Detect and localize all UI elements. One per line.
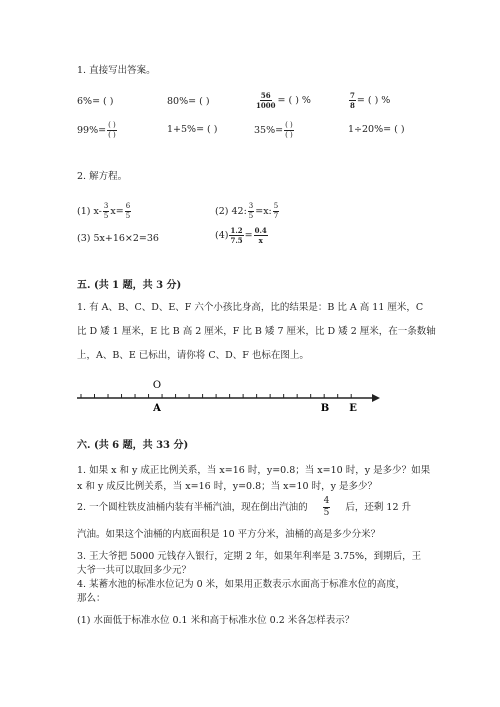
section-6-heading: 六. (共 6 题，共 33 分) [77, 440, 189, 451]
q1-item-7: 35%= $\frac{( )}{( )}$ [254, 121, 293, 139]
s6-q3-line: 3. 王大爷把 5000 元钱存入银行，定期 2 年，如果年利率是 3.75%，到期后，王 [77, 551, 422, 562]
fraction: $\frac{5}{7}$ [273, 202, 279, 220]
equation-2: (2) 42: $\frac{3}{5}$ =x: $\frac{5}{7}$ [215, 202, 279, 220]
point-a-label: A [153, 403, 161, 414]
s6-q3-line: 大爷一共可以取回多少元？ [77, 565, 192, 576]
origin-label: O [152, 380, 162, 391]
s6-q1-line: 1. 如果 x 和 y 成正比例关系，当 x=16 时，y=0.8；当 x=10 时，y 是多少？如果 [77, 465, 431, 476]
q1-item-6: 1+5%= ( ) [167, 124, 218, 135]
q1-item-3: $\frac{56}{1000}$ = ( ) % [256, 91, 311, 110]
fraction: $\frac{( )}{( )}$ [285, 121, 293, 139]
fraction: $\frac{6}{5}$ [125, 202, 131, 220]
s5-paragraph-line: 比 D 矮 1 厘米，E 比 B 高 2 厘米，F 比 B 矮 7 厘米，比 D 矮 2 厘米，在一条数轴 [77, 326, 436, 337]
equation-4: (4) $\frac{1.2}{7.5}$ = $\frac{0.4}{x}$ [215, 226, 267, 245]
s6-q2-line: 汽油。如果这个油桶的内底面积是 10 平方分米，油桶的高是多少分米？ [77, 529, 381, 540]
point-b-label: B [320, 403, 330, 414]
tick-marks [81, 394, 351, 398]
section-5-heading: 五. (共 1 题，共 3 分) [77, 280, 182, 291]
q1-item-2: 80%= ( ) [167, 96, 210, 107]
s5-paragraph-line: 上，A、B、E 已标出，请你将 C、D、F 也标在图上。 [77, 350, 309, 361]
fraction: $\frac{4}{5}$ [323, 496, 330, 518]
s6-q4-line: (1) 水面低于标准水位 0.1 米和高于标准水位 0.2 米各怎样表示？ [77, 615, 355, 626]
s6-q2-line: 2. 一个圆柱铁皮油桶内装有半桶汽油，现在倒出汽油的 $\frac{4}{5}$ 后，还剩 12 升 [77, 496, 412, 518]
number-line [0, 375, 500, 415]
fraction: $\frac{0.4}{x}$ [254, 226, 267, 245]
fraction: $\frac{7}{8}$ [350, 91, 355, 110]
q1-heading: 1. 直接写出答案。 [77, 65, 156, 76]
fraction: $\frac{3}{5}$ [248, 202, 254, 220]
s6-q4-line: 那么： [77, 593, 106, 604]
s6-q1-line: x 和 y 成反比例关系，当 x=16 时，y=0.8；当 x=10 时，y 是多少？ [77, 481, 377, 492]
fraction: $\frac{3}{5}$ [103, 202, 109, 220]
q1-item-8: 1÷20%= ( ) [348, 124, 405, 135]
q1-item-1: 6%= ( ) [77, 96, 114, 107]
s6-q4-line: 4. 某蓄水池的标准水位记为 0 米，如果用正数表示水面高于标准水位的高度， [77, 579, 406, 590]
q1-item-4: $\frac{7}{8}$ = ( ) % [350, 91, 391, 110]
arrow-head-icon [372, 394, 380, 402]
s5-paragraph-line: 1. 有 A、B、C、D、E、F 六个小孩比身高，比的结果是：B 比 A 高 11 厘米，C [77, 302, 424, 313]
fraction: $\frac{1.2}{7.5}$ [230, 226, 243, 245]
q1-item-5: 99%= $\frac{( )}{( )}$ [77, 121, 116, 139]
equation-1: (1) x- $\frac{3}{5}$ x= $\frac{6}{5}$ [77, 202, 131, 220]
fraction: $\frac{( )}{( )}$ [108, 121, 116, 139]
fraction: $\frac{56}{1000}$ [256, 91, 276, 110]
q2-heading: 2. 解方程。 [77, 171, 128, 182]
equation-3: (3) 5x+16×2=36 [77, 233, 159, 244]
point-e-label: E [349, 403, 357, 414]
